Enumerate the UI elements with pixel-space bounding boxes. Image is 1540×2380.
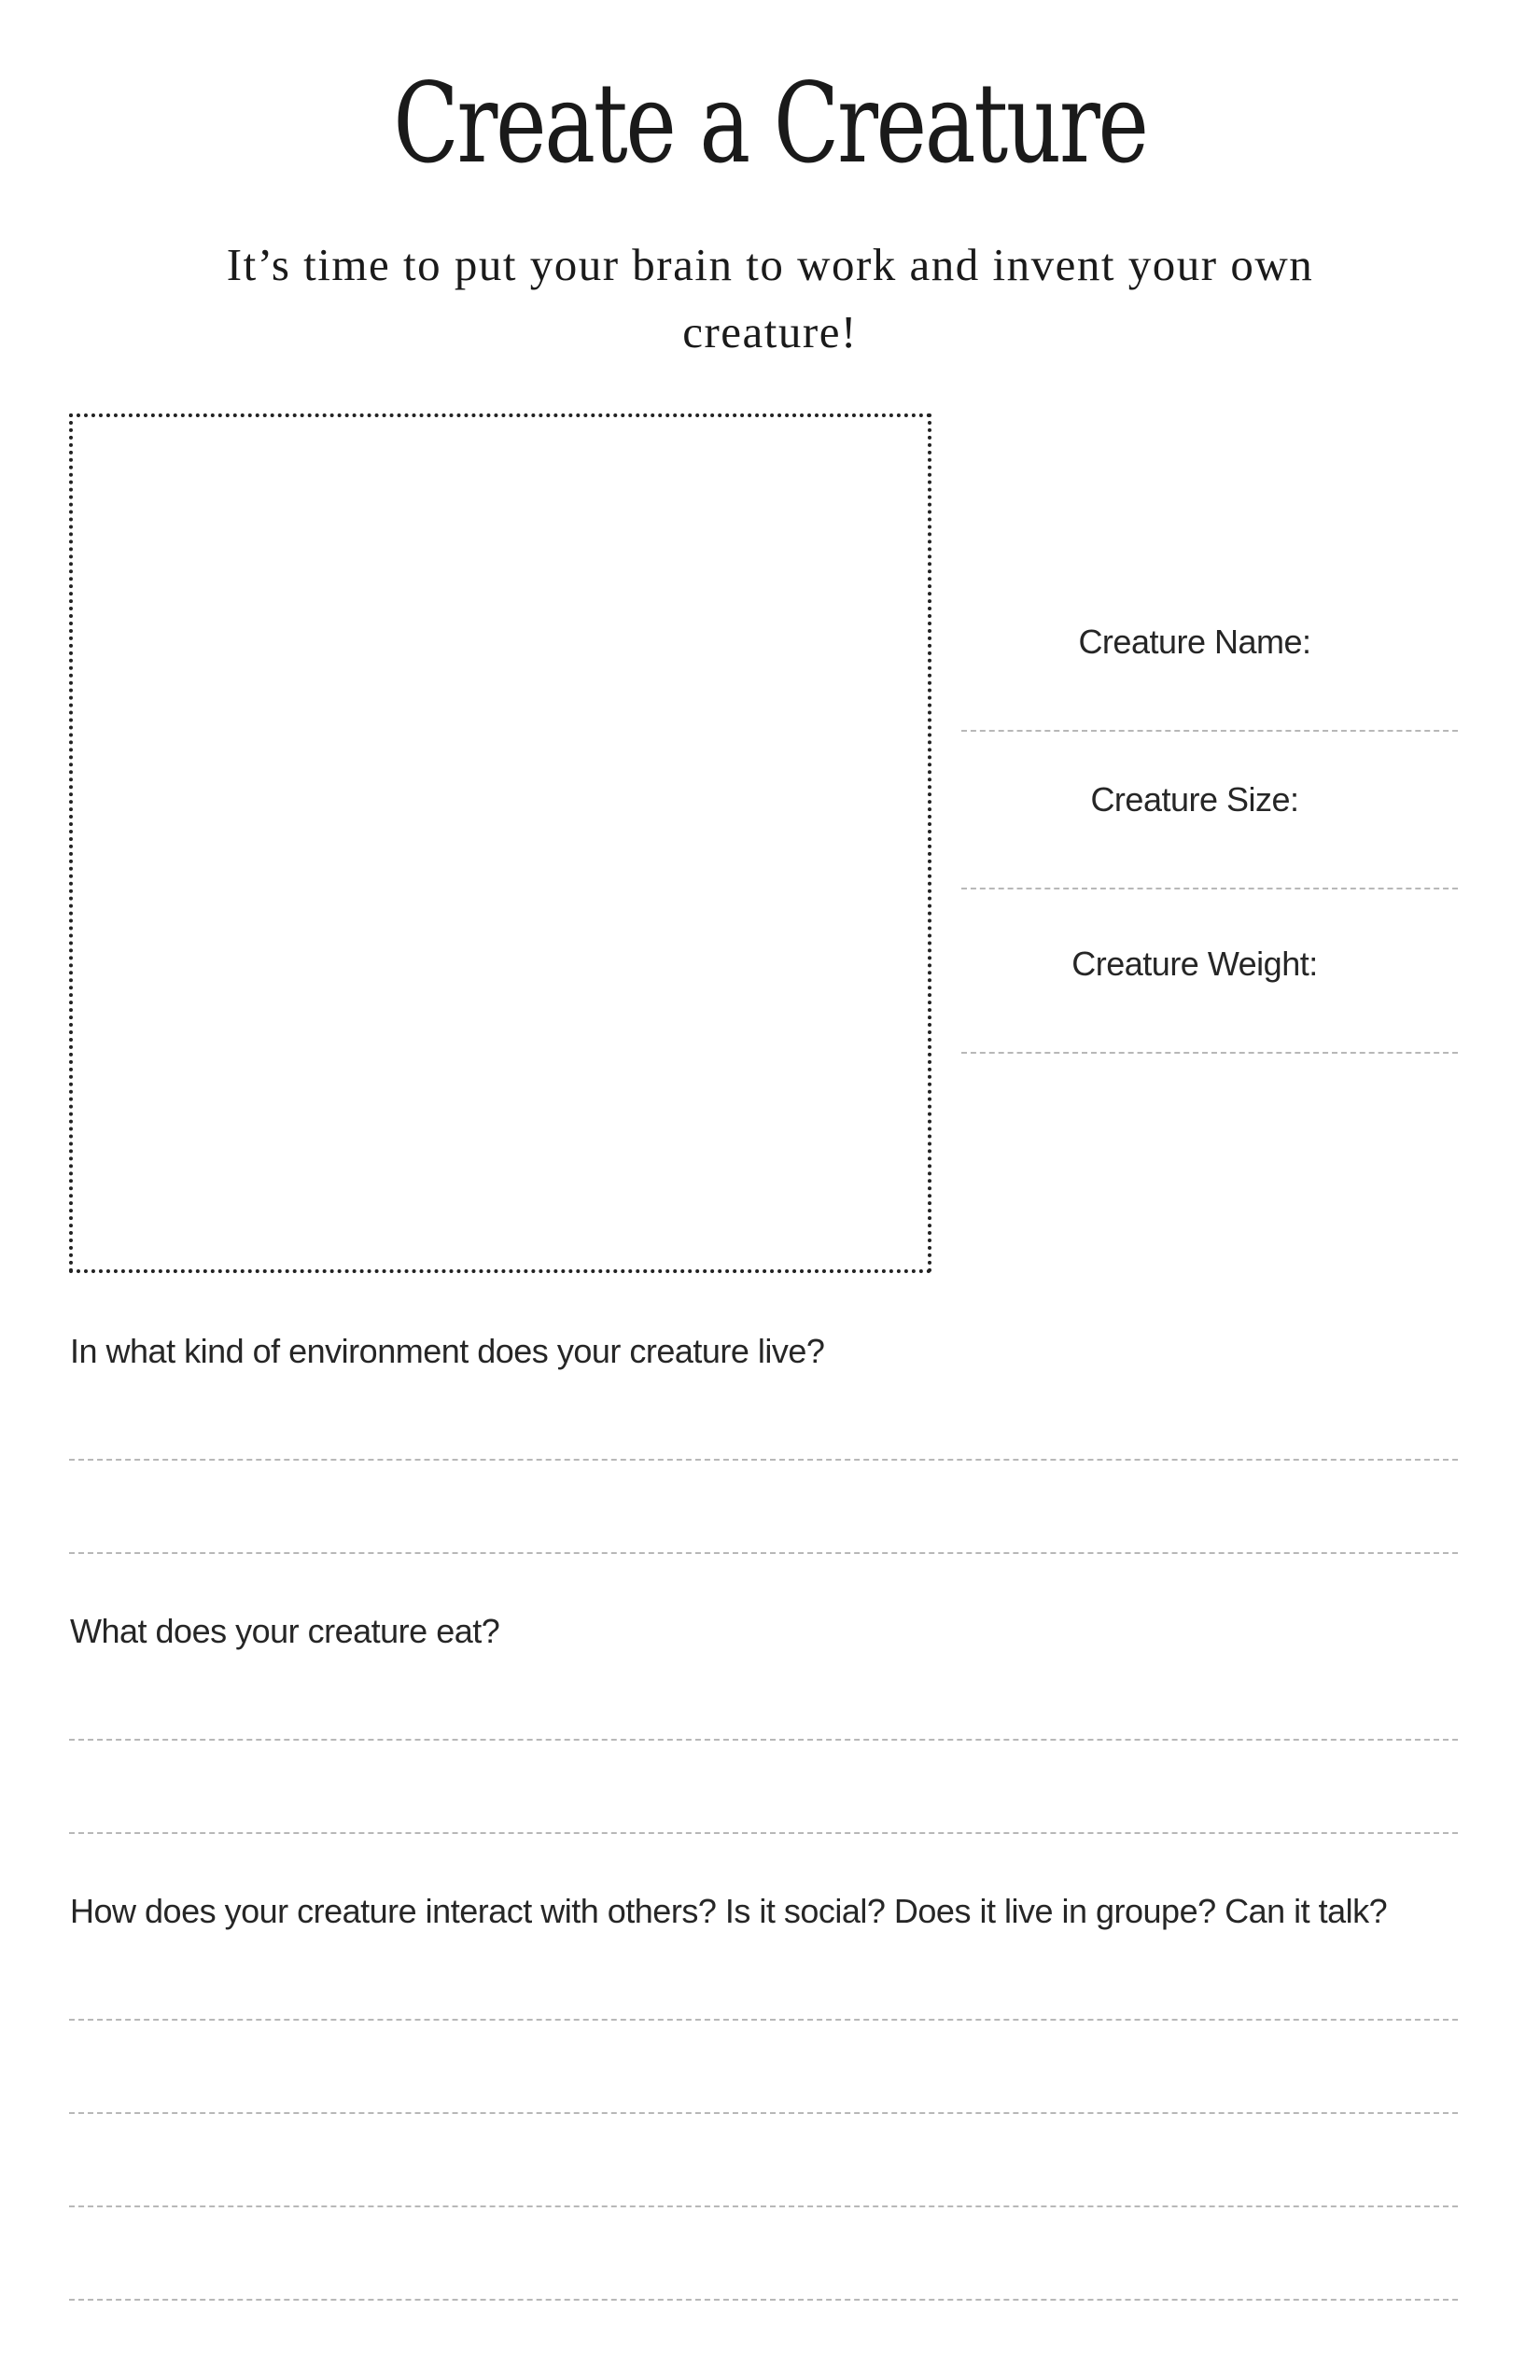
page-title: Create a Creature xyxy=(393,59,1147,188)
creature-size-line[interactable] xyxy=(961,888,1458,889)
interact-answer-line-4[interactable] xyxy=(69,2299,1458,2301)
environment-answer-line-1[interactable] xyxy=(69,1459,1458,1461)
interact-question: How does your creature interact with others? Is it social? Does it live in groupe? Can it talk? xyxy=(70,1892,1388,1930)
drawing-area[interactable] xyxy=(69,413,931,1273)
interact-answer-line-1[interactable] xyxy=(69,2019,1458,2021)
page-subtitle: It’s time to put your brain to work and invent your own creature! xyxy=(226,239,1314,357)
creature-weight-line[interactable] xyxy=(961,1052,1458,1054)
creature-name-line[interactable] xyxy=(961,730,1458,732)
environment-question: In what kind of environment does your creature live? xyxy=(70,1332,825,1370)
creature-size-label: Creature Size: xyxy=(1090,780,1299,819)
eat-question: What does your creature eat? xyxy=(70,1612,500,1650)
eat-answer-line-1[interactable] xyxy=(69,1739,1458,1741)
interact-answer-line-2[interactable] xyxy=(69,2112,1458,2114)
creature-weight-label: Creature Weight: xyxy=(1071,945,1318,983)
environment-answer-line-2[interactable] xyxy=(69,1552,1458,1554)
eat-answer-line-2[interactable] xyxy=(69,1832,1458,1834)
interact-answer-line-3[interactable] xyxy=(69,2205,1458,2207)
creature-name-label: Creature Name: xyxy=(1078,623,1311,661)
